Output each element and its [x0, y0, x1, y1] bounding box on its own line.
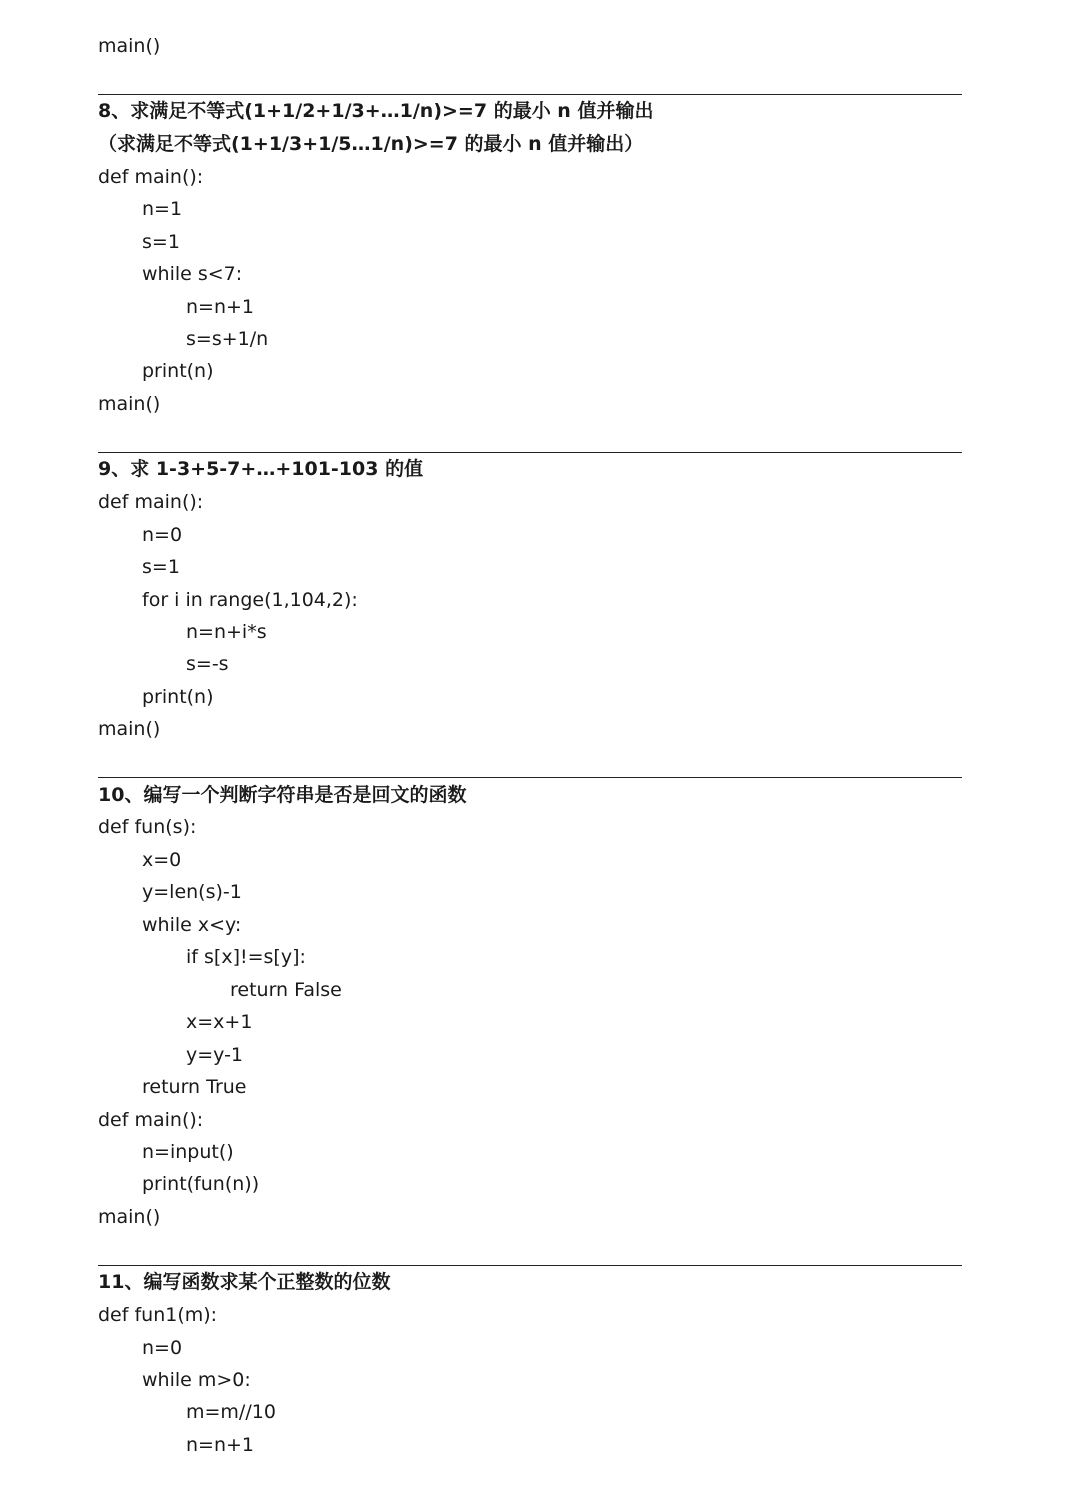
question-8-title: 8、求满足不等式(1+1/2+1/3+…1/n)>=7 的最小 n 值并输出: [98, 100, 654, 122]
code-line: print(n): [142, 360, 214, 382]
code-line: n=0: [142, 1337, 183, 1359]
code-line: x=0: [142, 849, 182, 871]
code-line: print(n): [142, 686, 214, 708]
code-line: for i in range(1,104,2):: [142, 589, 358, 611]
code-line: while x<y:: [142, 914, 242, 936]
code-line: while s<7:: [142, 263, 243, 285]
code-line: x=x+1: [186, 1011, 253, 1033]
section-divider: [98, 452, 962, 453]
code-line: def fun(s):: [98, 816, 197, 838]
code-line: n=1: [142, 198, 183, 220]
section-divider: [98, 94, 962, 95]
code-line: main(): [98, 35, 161, 57]
code-line: n=n+1: [186, 1434, 255, 1456]
question-11-title: 11、编写函数求某个正整数的位数: [98, 1271, 391, 1293]
code-line: s=s+1/n: [186, 328, 269, 350]
code-line: main(): [98, 393, 161, 415]
code-line: n=0: [142, 524, 183, 546]
code-line: return True: [142, 1076, 247, 1098]
code-line: n=input(): [142, 1141, 234, 1163]
question-9-title: 9、求 1-3+5-7+…+101-103 的值: [98, 458, 424, 480]
code-line: y=len(s)-1: [142, 881, 242, 903]
question-10-title: 10、编写一个判断字符串是否是回文的函数: [98, 784, 467, 806]
section-divider: [98, 777, 962, 778]
code-line: main(): [98, 718, 161, 740]
code-line: def main():: [98, 491, 204, 513]
question-8-variant: （求满足不等式(1+1/3+1/5…1/n)>=7 的最小 n 值并输出）: [98, 133, 644, 155]
code-line: print(fun(n)): [142, 1173, 260, 1195]
code-line: def fun1(m):: [98, 1304, 218, 1326]
code-line: m=m//10: [186, 1401, 276, 1423]
code-line: main(): [98, 1206, 161, 1228]
code-line: def main():: [98, 1109, 204, 1131]
code-line: s=1: [142, 556, 180, 578]
code-line: s=1: [142, 231, 180, 253]
code-line: s=-s: [186, 653, 229, 675]
code-line: if s[x]!=s[y]:: [186, 946, 306, 968]
code-line: y=y-1: [186, 1044, 244, 1066]
code-line: n=n+i*s: [186, 621, 267, 643]
code-line: n=n+1: [186, 296, 255, 318]
section-divider: [98, 1265, 962, 1266]
code-line: while m>0:: [142, 1369, 251, 1391]
code-line: def main():: [98, 166, 204, 188]
code-line: return False: [230, 979, 342, 1001]
